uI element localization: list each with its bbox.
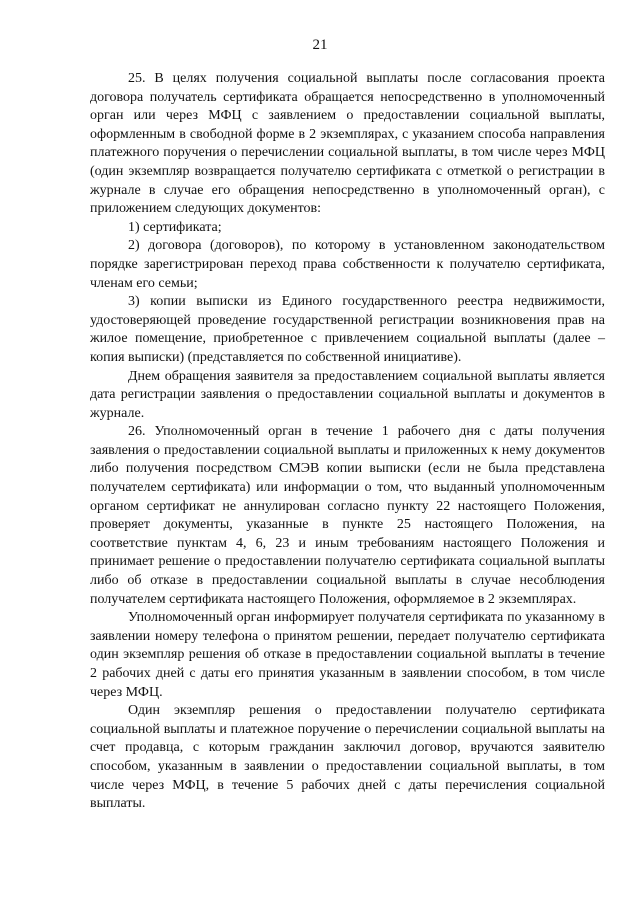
list-item-1: 1) сертификата; bbox=[128, 219, 222, 235]
paragraph-payment-delivery: Один экземпляр решения о предоставлении получателю сертификата социальной выплаты и платежное поручение о перечислении социальной выплаты на счет продавца, с которым гражданин заключил договор, вручаются заявителю способом, указанным в заявлении о предоставлении социальной выплаты, в том числе через МФЦ, в течение 5 рабочих дней с даты перечисления социальной выплаты. bbox=[90, 703, 605, 812]
list-item-2: 2) договора (договоров), по которому в установленном законодательством порядке зарегистрирован переход права собственности к получателю сертификата, членам его семьи; bbox=[90, 238, 605, 291]
paragraph-25: 25. В целях получения социальной выплаты после согласования проекта договора получатель сертификата обращается непосредственно в уполномоченный орган или через МФЦ с заявлением о предоставлении социальной выплаты, оформленным в свободной форме в 2 экземплярах, с указанием способа направления платежного поручения о перечислении социальной выплаты, в том числе через МФЦ (один экземпляр возвращается получателю сертификата с отметкой о регистрации в журнале в случае его обращения непосредственно в уполномоченный орган), с приложением следующих документов: bbox=[90, 71, 605, 217]
paragraph-application-date: Днем обращения заявителя за предоставлением социальной выплаты является дата регистрации заявления о предоставлении социальной выплаты и документов в журнале. bbox=[90, 368, 605, 421]
document-body bbox=[90, 70, 605, 814]
page-number: 21 bbox=[312, 37, 328, 53]
list-item-3: 3) копии выписки из Единого государственного реестра недвижимости, удостоверяющей проведение государственной регистрации возникновения прав на жилое помещение, приобретенное с привлечением социальной выплаты (далее – копия выписки) (представляется по собственной инициативе). bbox=[90, 294, 605, 365]
paragraph-notification: Уполномоченный орган информирует получателя сертификата по указанному в заявлении номеру телефона о принятом решении, передает получателю сертификата один экземпляр решения об отказе в предоставлении социальной выплаты в течение 2 рабочих дней с даты его принятия указанным в заявлении способом, в том числе через МФЦ. bbox=[90, 610, 605, 700]
paragraph-26: 26. Уполномоченный орган в течение 1 рабочего дня с даты получения заявления о предоставлении социальной выплаты и приложенных к нему документов либо получения посредством СМЭВ копии выписки (если не была представлена получателем сертификата) или информации о том, что выданный уполномоченным органом сертификат не аннулирован согласно пункту 22 настоящего Положения, проверяет документы, указанные в пункте 25 настоящего Положения, на соответствие пунктам 4, 6, 23 и иным требованиям настоящего Положения и принимает решение о предоставлении получателю сертификата социальной выплаты либо об отказе в предоставлении социальной выплаты в случае несоблюдения получателем сертификата настоящего Положения, оформляемое в 2 экземплярах. bbox=[90, 424, 605, 607]
